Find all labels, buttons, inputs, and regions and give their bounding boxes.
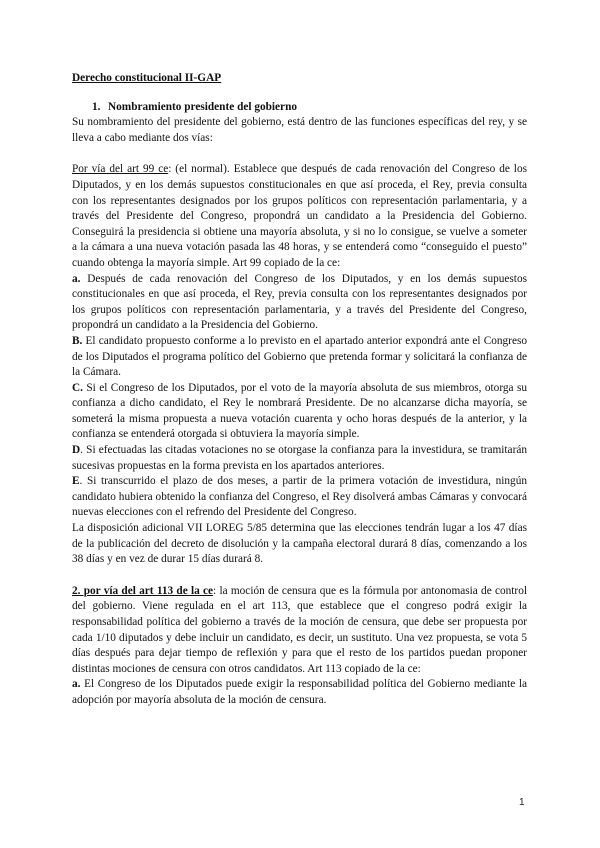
page-number: 1 — [519, 797, 525, 808]
article-item — [72, 334, 527, 381]
via2-text: : la moción de censura que es la fórmula por antonomasia de control del gobierno. Viene regulada en el art 113, que establece que el congreso podrá exigir la responsabilidad política del gobierno a través de la moción de censura, que debe ser propuesta por cada 1/10 diputados y debe incluir un candidato, es decir, un sustituto. Una vez propuesta, se vota 5 días después para dejar tiempo de reflexión y para que el resto de los partidos puedan proponer distintas mociones de censura con otros candidatos. Art 113 copiado de la ce: — [72, 584, 527, 675]
item-text: . Si transcurrido el plazo de dos meses, a partir de la primera votación de investidura, ningún candidato hubiera obtenido la confianza del Congreso, el Rey disolverá ambas Cámaras y convocará nuevas elecciones con el refrendo del Presidente del Congreso. — [72, 475, 527, 519]
item-letter: E — [72, 475, 80, 488]
item-letter: a. — [72, 272, 81, 285]
item-letter: a. — [72, 678, 81, 691]
document-title: Derecho constitucional II-GAP — [72, 72, 222, 84]
document-body — [72, 71, 527, 709]
article-item — [72, 381, 527, 443]
spacer — [72, 146, 527, 162]
item-letter: C. — [72, 381, 83, 394]
article-item — [72, 474, 527, 521]
intro-paragraph: Su nombramiento del presidente del gobierno, está dentro de las funciones específicas del rey, y se lleva a cabo mediante dos vías: — [72, 116, 527, 144]
section-number: 1. — [92, 100, 101, 113]
article-item — [72, 272, 527, 334]
via1-paragraph — [72, 162, 527, 271]
via2-paragraph — [72, 584, 527, 678]
item-text: Si el Congreso de los Diputados, por el voto de la mayoría absoluta de sus miembros, otorga su confianza a dicho candidato, el Rey le nombrará Presidente. De no alcanzarse dicha mayoría, se someterá la misma propuesta a nueva votación cuarenta y ocho horas después de la anterior, y la confianza se entenderá otorgada si obtuviera la mayoría simple. — [72, 381, 527, 441]
item-text: . Si efectuadas las citadas votaciones no se otorgase la confianza para la investidura, se tramitarán sucesivas propuestas en la forma prevista en los apartados anteriores. — [72, 444, 527, 472]
via2-lead: 2. por vía del art 113 de la ce — [72, 584, 214, 597]
item-letter: D — [72, 444, 81, 457]
item-text: El candidato propuesto conforme a lo previsto en el apartado anterior expondrá ante el Congreso de los Diputados el programa político del Gobierno que pretenda formar y solicitará la confianza de la Cámara. — [72, 334, 527, 379]
via1-text: : (el normal). Establece que después de cada renovación del Congreso de los Diputados, y en los demás supuestos constitucionales en que así proceda, el Rey, previa consulta con los representantes designados por los grupos políticos con representación parlamentaria, y a través del Presidente del Congreso, propondrá un candidato a la Presidencia del Gobierno. Conseguirá la presidencia si obtiene una mayoría absoluta, y si no lo consigue, se vuelve a someter a la cámara a una nueva votación pasada las 48 horas, y se entenderá como “conseguido el puesto” cuando obtenga la mayoría simple. Art 99 copiado de la ce: — [72, 163, 527, 269]
spacer — [72, 568, 527, 584]
via1-lead: Por vía del art 99 ce — [72, 163, 169, 176]
section-heading — [72, 100, 527, 116]
article-item — [72, 443, 527, 474]
item-text: El Congreso de los Diputados puede exigir la responsabilidad política del Gobierno mediante la adopción por mayoría absoluta de la moción de censura. — [72, 678, 527, 706]
loreg-paragraph: La disposición adicional VII LOREG 5/85 determina que las elecciones tendrán lugar a los 47 días de la publicación del decreto de disolución y la campaña electoral durará 8 días, comenzando a los 38 días y en vez de durar 15 días durará 8. — [72, 522, 527, 566]
section-heading-text: Nombramiento presidente del gobierno — [108, 100, 298, 113]
item-letter: B. — [72, 334, 83, 347]
article-item — [72, 677, 527, 708]
item-text: Después de cada renovación del Congreso de los Diputados, y en los demás supuestos constitucionales en que así proceda, el Rey, previa consulta con los representantes designados por los grupos políticos con representación parlamentaria, y a través del Presidente del Congreso, propondrá un candidato a la Presidencia del Gobierno. — [72, 272, 527, 332]
